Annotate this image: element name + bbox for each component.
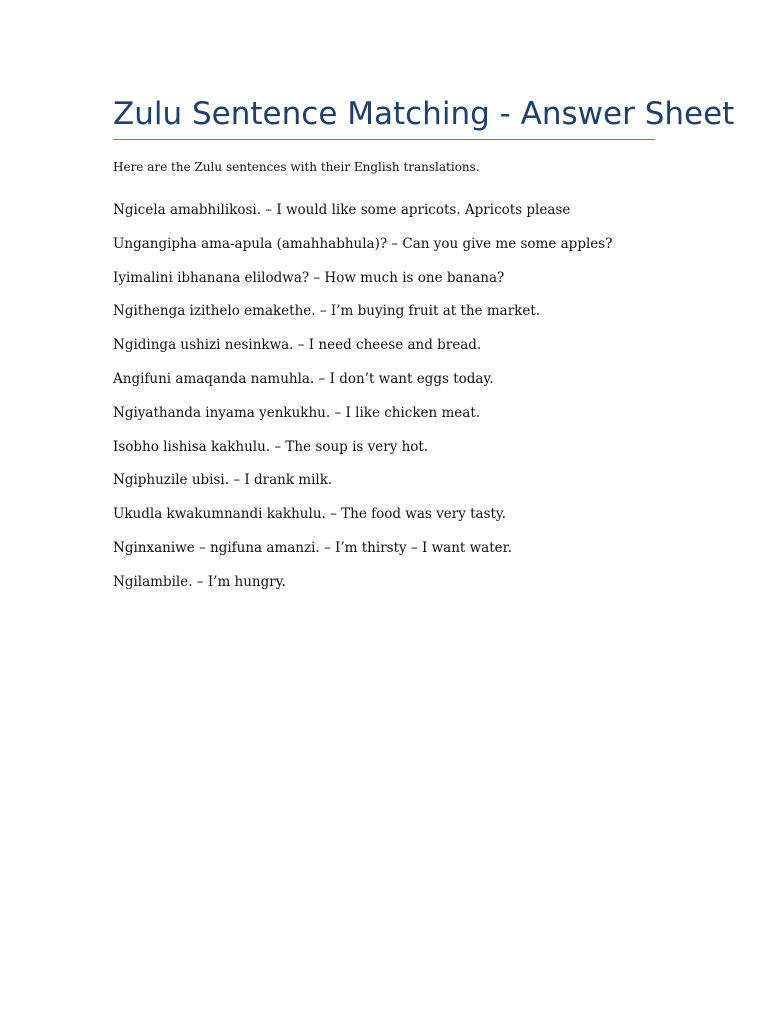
sentence-item: Ukudla kwakumnandi kakhulu. – The food was very tasty. [113,506,507,523]
sentence-item: Ungangipha ama-apula (amahhabhula)? – Can you give me some apples? [113,235,613,252]
sentence-item: Angifuni amaqanda namuhla. – I don’t want eggs today. [113,370,494,387]
sentence-item: Ngidinga ushizi nesinkwa. – I need cheese and bread. [113,337,482,354]
sentence-item: Iyimalini ibhanana elilodwa? – How much is one banana? [113,269,505,286]
sentence-list [113,201,655,591]
sentence-item: Isobho lishisa kakhulu. – The soup is very hot. [113,438,429,455]
sentence-item: Ngiphuzile ubisi. – I drank milk. [113,472,333,489]
document-page [113,92,735,607]
intro-paragraph: Here are the Zulu sentences with their English translations. [113,160,480,174]
sentence-item: Ngiyathanda inyama yenkukhu. – I like chicken meat. [113,404,481,421]
title-underline [113,139,655,140]
sentence-item: Ngilambile. – I’m hungry. [113,573,286,590]
sentence-item: Ngithenga izithelo emakethe. – I’m buying fruit at the market. [113,303,541,320]
document-title: Zulu Sentence Matching - Answer Sheet [113,96,735,132]
sentence-item: Nginxaniwe – ngifuna amanzi. – I’m thirsty – I want water. [113,539,512,556]
sentence-item: Ngicela amabhilikosi. – I would like some apricots. Apricots please [113,202,571,218]
